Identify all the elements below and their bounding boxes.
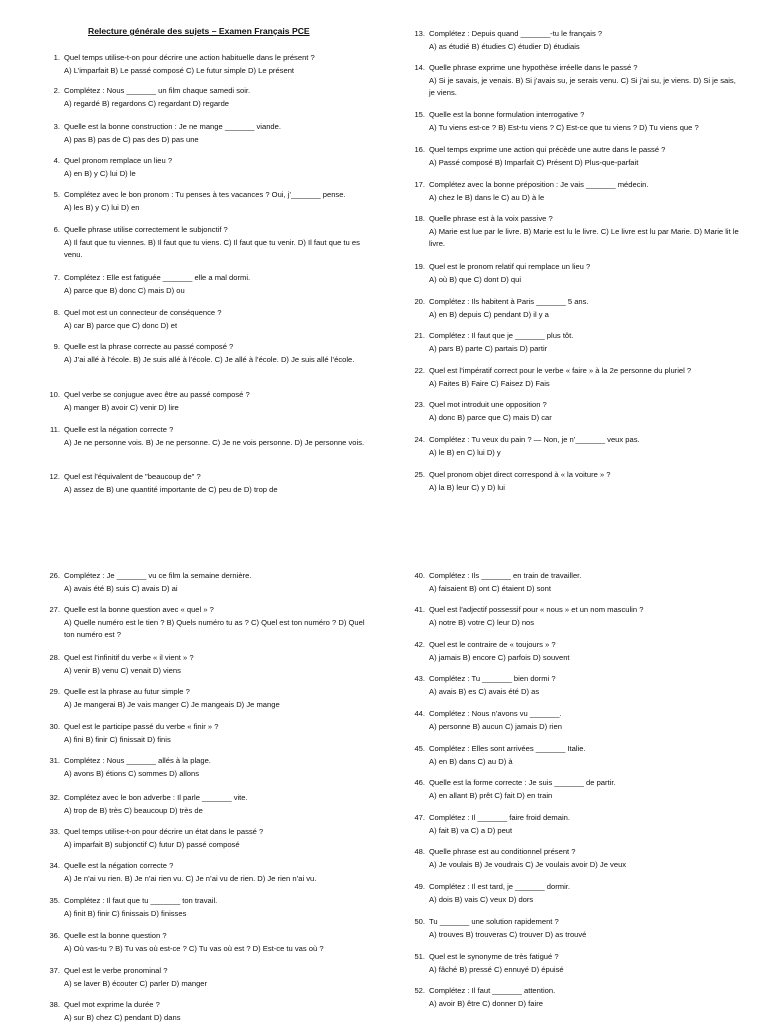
- answer-options: A) L’imparfait B) Le passé composé C) Le futur simple D) Le présent: [64, 65, 295, 75]
- question-text: Quelle est la bonne question ?: [64, 931, 167, 940]
- question-item: [46, 424, 376, 449]
- answer-options: A) venir B) venu C) venait D) viens: [64, 665, 181, 675]
- question-text: Quel mot est un connecteur de conséquence ?: [64, 308, 222, 317]
- answer-options: A) avais B) es C) avais été D) as: [429, 686, 540, 696]
- answer-options: A) le B) en C) lui D) y: [429, 447, 501, 457]
- question-stem: [411, 708, 741, 721]
- question-text: Quel est l’impératif correct pour le verbe « faire » à la 2e personne du pluriel ?: [429, 366, 692, 375]
- question-text: Complétez : Nous n’avons vu _______.: [429, 709, 562, 718]
- question-item: [46, 341, 376, 366]
- answer-options: A) Je n’ai vu rien. B) Je n’ai rien vu. C) Je n’ai vu de rien. D) Je rien n’ai vu.: [64, 873, 317, 883]
- question-stem: [46, 999, 376, 1012]
- question-stem: [46, 121, 376, 134]
- question-stem: [411, 881, 741, 894]
- question-stem: [46, 792, 376, 805]
- question-number: 51.: [414, 952, 425, 961]
- question-number: 27.: [49, 605, 60, 614]
- question-number: 43.: [414, 674, 425, 683]
- question-stem: [46, 272, 376, 285]
- question-number: 6.: [53, 225, 60, 234]
- question-item: [46, 652, 376, 677]
- question-text: Complétez : Il faut que tu _______ ton travail.: [64, 896, 218, 905]
- question-item: [411, 743, 741, 768]
- question-text: Quelle est la bonne formulation interrogative ?: [429, 110, 585, 119]
- question-item: [411, 881, 741, 906]
- question-text: Complétez : Elles sont arrivées _______ Italie.: [429, 744, 586, 753]
- question-number: 16.: [414, 145, 425, 154]
- question-stem: [46, 85, 376, 98]
- question-number: 46.: [414, 778, 425, 787]
- question-stem: [411, 296, 741, 309]
- answer-options: A) fini B) finir C) finissait D) finis: [64, 734, 171, 744]
- question-number: 42.: [414, 640, 425, 649]
- answer-options: A) notre B) votre C) leur D) nos: [429, 617, 535, 627]
- question-text: Quel pronom remplace un lieu ?: [64, 156, 173, 165]
- question-item: [46, 860, 376, 885]
- question-text: Quel mot exprime la durée ?: [64, 1000, 160, 1009]
- question-stem: [46, 686, 376, 699]
- question-stem: [411, 951, 741, 964]
- question-text: Tu _______ une solution rapidement ?: [429, 917, 559, 926]
- question-item: [411, 639, 741, 664]
- question-text: Complétez : Nous _______ un film chaque samedi soir.: [64, 86, 251, 95]
- question-item: [46, 686, 376, 711]
- answer-options: A) Je mangerai B) Je vais manger C) Je mangeais D) Je mange: [64, 699, 280, 709]
- question-text: Quel est l’équivalent de "beaucoup de" ?: [64, 472, 201, 481]
- question-text: Quel est le participe passé du verbe « finir » ?: [64, 722, 219, 731]
- question-item: [46, 189, 376, 214]
- question-number: 19.: [414, 262, 425, 271]
- question-item: [411, 812, 741, 837]
- answer-options: A) Marie est lue par le livre. B) Marie est lu le livre. C) Le livre est lu par Marie. D) Marie lit le livre.: [429, 226, 739, 248]
- question-number: 48.: [414, 847, 425, 856]
- answer-options: A) la B) leur C) y D) lui: [429, 482, 505, 492]
- question-number: 10.: [49, 390, 60, 399]
- question-number: 52.: [414, 986, 425, 995]
- question-stem: [411, 777, 741, 790]
- question-number: 36.: [49, 931, 60, 940]
- question-number: 17.: [414, 180, 425, 189]
- question-number: 21.: [414, 331, 425, 340]
- question-stem: [411, 846, 741, 859]
- question-item: [46, 792, 376, 817]
- question-number: 41.: [414, 605, 425, 614]
- question-stem: [46, 307, 376, 320]
- question-item: [411, 365, 741, 390]
- question-number: 29.: [49, 687, 60, 696]
- question-item: [46, 930, 376, 955]
- question-item: [46, 755, 376, 780]
- question-item: [411, 916, 741, 941]
- question-number: 8.: [53, 308, 60, 317]
- question-text: Complétez : Il faut que je _______ plus tôt.: [429, 331, 574, 340]
- answer-options: A) personne B) aucun C) jamais D) rien: [429, 721, 562, 731]
- question-item: [46, 224, 376, 262]
- answer-options: A) en B) depuis C) pendant D) il y a: [429, 309, 549, 319]
- question-stem: [411, 604, 741, 617]
- question-stem: [411, 916, 741, 929]
- question-stem: [411, 639, 741, 652]
- question-text: Complétez : Il _______ faire froid demain.: [429, 813, 570, 822]
- question-number: 50.: [414, 917, 425, 926]
- question-item: [411, 673, 741, 698]
- question-stem: [411, 330, 741, 343]
- question-stem: [411, 399, 741, 412]
- answer-options: A) pars B) parte C) partais D) partir: [429, 343, 548, 353]
- answer-options: A) Il faut que tu viennes. B) Il faut que tu viens. C) Il faut que tu venir. D) Il faut que tu es venu.: [64, 237, 360, 259]
- question-number: 9.: [53, 342, 60, 351]
- question-item: [46, 471, 376, 496]
- question-number: 37.: [49, 966, 60, 975]
- question-text: Complétez : Il faut _______ attention.: [429, 986, 556, 995]
- question-stem: [46, 755, 376, 768]
- question-text: Complétez : Nous _______ allés à la plage.: [64, 756, 211, 765]
- answer-options: A) en allant B) prêt C) fait D) en train: [429, 790, 553, 800]
- question-number: 28.: [49, 653, 60, 662]
- answer-options: A) fâché B) pressé C) ennuyé D) épuisé: [429, 964, 564, 974]
- question-stem: [411, 109, 741, 122]
- question-number: 40.: [414, 571, 425, 580]
- question-stem: [411, 985, 741, 998]
- question-number: 26.: [49, 571, 60, 580]
- answer-options: A) fait B) va C) a D) peut: [429, 825, 513, 835]
- question-number: 47.: [414, 813, 425, 822]
- answer-options: A) Si je savais, je venais. B) Si j’avais su, je serais venu. C) Si j’ai su, je viens. D) Si je sais, je viens.: [429, 75, 736, 97]
- answer-options: A) où B) que C) dont D) qui: [429, 274, 522, 284]
- answer-options: A) pas B) pas de C) pas des D) pas une: [64, 134, 199, 144]
- question-item: [411, 604, 741, 629]
- question-item: [46, 307, 376, 332]
- question-text: Complétez avec le bon adverbe : Il parle _______ vite.: [64, 793, 248, 802]
- question-number: 4.: [53, 156, 60, 165]
- question-text: Quelle est la bonne question avec « quel » ?: [64, 605, 214, 614]
- question-stem: [46, 224, 376, 237]
- question-item: [411, 469, 741, 494]
- answer-options: A) regardé B) regardons C) regardant D) regarde: [64, 98, 230, 108]
- answer-options: A) dois B) vais C) veux D) dors: [429, 894, 534, 904]
- question-item: [411, 399, 741, 424]
- question-stem: [46, 826, 376, 839]
- question-item: [46, 52, 376, 77]
- question-stem: [411, 62, 741, 75]
- answer-options: A) manger B) avoir C) venir D) lire: [64, 402, 179, 412]
- question-item: [46, 155, 376, 180]
- question-stem: [46, 52, 376, 65]
- question-item: [46, 570, 376, 595]
- question-text: Quel mot introduit une opposition ?: [429, 400, 547, 409]
- question-item: [46, 895, 376, 920]
- question-number: 33.: [49, 827, 60, 836]
- question-item: [411, 330, 741, 355]
- question-number: 30.: [49, 722, 60, 731]
- question-item: [46, 826, 376, 851]
- question-text: Complétez : Je _______ vu ce film la semaine dernière.: [64, 571, 252, 580]
- answer-options: A) chez le B) dans le C) au D) à le: [429, 192, 545, 202]
- answer-options: A) en B) dans C) au D) à: [429, 756, 513, 766]
- question-number: 7.: [53, 273, 60, 282]
- question-number: 44.: [414, 709, 425, 718]
- question-item: [411, 777, 741, 802]
- question-stem: [46, 895, 376, 908]
- question-stem: [46, 471, 376, 484]
- question-text: Quel pronom objet direct correspond à « la voiture » ?: [429, 470, 611, 479]
- question-number: 11.: [50, 425, 60, 434]
- question-stem: [411, 673, 741, 686]
- question-stem: [411, 261, 741, 274]
- question-stem: [411, 144, 741, 157]
- question-number: 3.: [53, 122, 60, 131]
- question-stem: [411, 179, 741, 192]
- answer-options: A) Où vas-tu ? B) Tu vas où est-ce ? C) Tu vas où est ? D) Est-ce tu vas où ?: [64, 943, 324, 953]
- question-stem: [411, 213, 741, 226]
- question-text: Quelle phrase exprime une hypothèse irréelle dans le passé ?: [429, 63, 638, 72]
- question-text: Complétez : Depuis quand _______-tu le français ?: [429, 29, 603, 38]
- question-text: Quel verbe se conjugue avec être au passé composé ?: [64, 390, 250, 399]
- question-stem: [46, 721, 376, 734]
- answer-options: A) as étudié B) étudies C) étudier D) étudiais: [429, 41, 580, 51]
- answer-options: A) Je voulais B) Je voudrais C) Je voulais avoir D) Je veux: [429, 859, 627, 869]
- question-number: 38.: [49, 1000, 60, 1009]
- question-text: Quel temps exprime une action qui précède une autre dans le passé ?: [429, 145, 666, 154]
- question-text: Quelle est la phrase correcte au passé composé ?: [64, 342, 234, 351]
- question-stem: [411, 28, 741, 41]
- answer-options: A) se laver B) écouter C) parler D) manger: [64, 978, 208, 988]
- question-number: 31.: [49, 756, 60, 765]
- question-item: [411, 261, 741, 286]
- question-stem: [411, 812, 741, 825]
- question-item: [411, 296, 741, 321]
- question-text: Complétez avec la bonne préposition : Je vais _______ médecin.: [429, 180, 649, 189]
- question-text: Quelle est la négation correcte ?: [64, 425, 174, 434]
- question-number: 2.: [53, 86, 60, 95]
- answer-options: A) assez de B) une quantité importante de C) peu de D) trop de: [64, 484, 278, 494]
- question-stem: [46, 341, 376, 354]
- question-item: [411, 179, 741, 204]
- answer-options: A) avons B) étions C) sommes D) allons: [64, 768, 200, 778]
- question-stem: [46, 189, 376, 202]
- question-text: Quel est le verbe pronominal ?: [64, 966, 168, 975]
- question-item: [46, 721, 376, 746]
- question-text: Quel est le synonyme de très fatigué ?: [429, 952, 559, 961]
- question-text: Complétez avec le bon pronom : Tu penses à tes vacances ? Oui, j’_______ pense.: [64, 190, 346, 199]
- answer-options: A) trop de B) très C) beaucoup D) très de: [64, 805, 203, 815]
- question-text: Complétez : Ils habitent à Paris _______ 5 ans.: [429, 297, 589, 306]
- question-item: [46, 272, 376, 297]
- answer-options: A) car B) parce que C) donc D) et: [64, 320, 178, 330]
- question-item: [411, 144, 741, 169]
- question-text: Complétez : Tu _______ bien dormi ?: [429, 674, 556, 683]
- answer-options: A) trouves B) trouveras C) trouver D) as trouvé: [429, 929, 587, 939]
- question-number: 34.: [49, 861, 60, 870]
- question-item: [411, 846, 741, 871]
- question-number: 20.: [414, 297, 425, 306]
- question-number: 15.: [414, 110, 425, 119]
- question-number: 13.: [414, 29, 425, 38]
- question-number: 12.: [49, 472, 60, 481]
- question-item: [411, 28, 741, 53]
- question-item: [46, 85, 376, 110]
- question-item: [46, 965, 376, 990]
- answer-options: A) sur B) chez C) pendant D) dans: [64, 1012, 181, 1022]
- question-number: 22.: [414, 366, 425, 375]
- question-text: Complétez : Ils _______ en train de travailler.: [429, 571, 582, 580]
- question-text: Quelle phrase utilise correctement le subjonctif ?: [64, 225, 228, 234]
- question-stem: [46, 965, 376, 978]
- answer-options: A) Faites B) Faire C) Faisez D) Fais: [429, 378, 550, 388]
- question-text: Quel est l’adjectif possessif pour « nous » et un nom masculin ?: [429, 605, 644, 614]
- question-item: [411, 109, 741, 134]
- question-text: Quelle est la forme correcte : Je suis _______ de partir.: [429, 778, 616, 787]
- question-stem: [411, 469, 741, 482]
- question-item: [411, 708, 741, 733]
- question-number: 5.: [53, 190, 60, 199]
- answer-options: A) finit B) finir C) finissais D) finisses: [64, 908, 187, 918]
- question-stem: [46, 930, 376, 943]
- question-number: 23.: [414, 400, 425, 409]
- question-text: Quelle phrase est à la voix passive ?: [429, 214, 553, 223]
- question-number: 24.: [414, 435, 425, 444]
- answer-options: A) avais été B) suis C) avais D) ai: [64, 583, 178, 593]
- question-number: 1.: [53, 53, 60, 62]
- question-item: [411, 985, 741, 1010]
- question-stem: [46, 424, 376, 437]
- question-stem: [411, 365, 741, 378]
- answer-options: A) jamais B) encore C) parfois D) souvent: [429, 652, 570, 662]
- question-number: 45.: [414, 744, 425, 753]
- question-stem: [46, 652, 376, 665]
- question-stem: [46, 604, 376, 617]
- question-number: 35.: [49, 896, 60, 905]
- question-text: Quel temps utilise-t-on pour décrire une action habituelle dans le présent ?: [64, 53, 315, 62]
- question-item: [46, 389, 376, 414]
- question-text: Quel est le pronom relatif qui remplace un lieu ?: [429, 262, 591, 271]
- answer-options: A) avoir B) être C) donner D) faire: [429, 998, 543, 1008]
- question-stem: [46, 389, 376, 402]
- answer-options: A) faisaient B) ont C) étaient D) sont: [429, 583, 551, 593]
- answer-options: A) les B) y C) lui D) en: [64, 202, 140, 212]
- question-stem: [46, 570, 376, 583]
- question-item: [411, 434, 741, 459]
- question-text: Quelle est la négation correcte ?: [64, 861, 174, 870]
- question-number: 25.: [414, 470, 425, 479]
- answer-options: A) Je ne personne vois. B) Je ne personne. C) Je ne vois personne. D) Je personne vois.: [64, 437, 365, 447]
- question-number: 49.: [414, 882, 425, 891]
- question-text: Complétez : Tu veux du pain ? — Non, je n’_______ veux pas.: [429, 435, 640, 444]
- question-text: Quelle phrase est au conditionnel présent ?: [429, 847, 576, 856]
- question-text: Quel temps utilise-t-on pour décrire un état dans le passé ?: [64, 827, 264, 836]
- question-stem: [411, 434, 741, 447]
- question-item: [411, 62, 741, 100]
- answer-options: A) Quelle numéro est le tien ? B) Quels numéro tu as ? C) Quel est ton numéro ? D) Quel ton numéro est ?: [64, 617, 365, 639]
- question-item: [46, 121, 376, 146]
- answer-options: A) en B) y C) lui D) le: [64, 168, 136, 178]
- question-number: 14.: [414, 63, 425, 72]
- answer-options: A) imparfait B) subjonctif C) futur D) passé composé: [64, 839, 240, 849]
- question-stem: [46, 155, 376, 168]
- question-item: [46, 604, 376, 642]
- question-number: 18.: [414, 214, 425, 223]
- question-text: Quelle est la phrase au futur simple ?: [64, 687, 190, 696]
- question-text: Quelle est la bonne construction : Je ne mange _______ viande.: [64, 122, 281, 131]
- question-text: Complétez : Il est tard, je _______ dormir.: [429, 882, 570, 891]
- answer-options: A) Tu viens est-ce ? B) Est-tu viens ? C) Est-ce que tu viens ? D) Tu viens que ?: [429, 122, 699, 132]
- question-item: [411, 951, 741, 976]
- question-number: 32.: [49, 793, 60, 802]
- answer-options: A) donc B) parce que C) mais D) car: [429, 412, 552, 422]
- question-stem: [411, 743, 741, 756]
- question-stem: [411, 570, 741, 583]
- page-title: Relecture générale des sujets – Examen Français PCE: [88, 26, 310, 36]
- question-text: Quel est l’infinitif du verbe « il vient » ?: [64, 653, 194, 662]
- answer-options: A) Passé composé B) Imparfait C) Présent D) Plus-que-parfait: [429, 157, 639, 167]
- answer-options: A) parce que B) donc C) mais D) ou: [64, 285, 185, 295]
- question-text: Quel est le contraire de « toujours » ?: [429, 640, 556, 649]
- answer-options: A) J’ai allé à l’école. B) Je suis allé à l’école. C) Je allé à l’école. D) Je suis allé l’école.: [64, 354, 355, 364]
- question-stem: [46, 860, 376, 873]
- question-item: [411, 570, 741, 595]
- question-text: Complétez : Elle est fatiguée _______ elle a mal dormi.: [64, 273, 251, 282]
- question-item: [411, 213, 741, 251]
- question-item: [46, 999, 376, 1024]
